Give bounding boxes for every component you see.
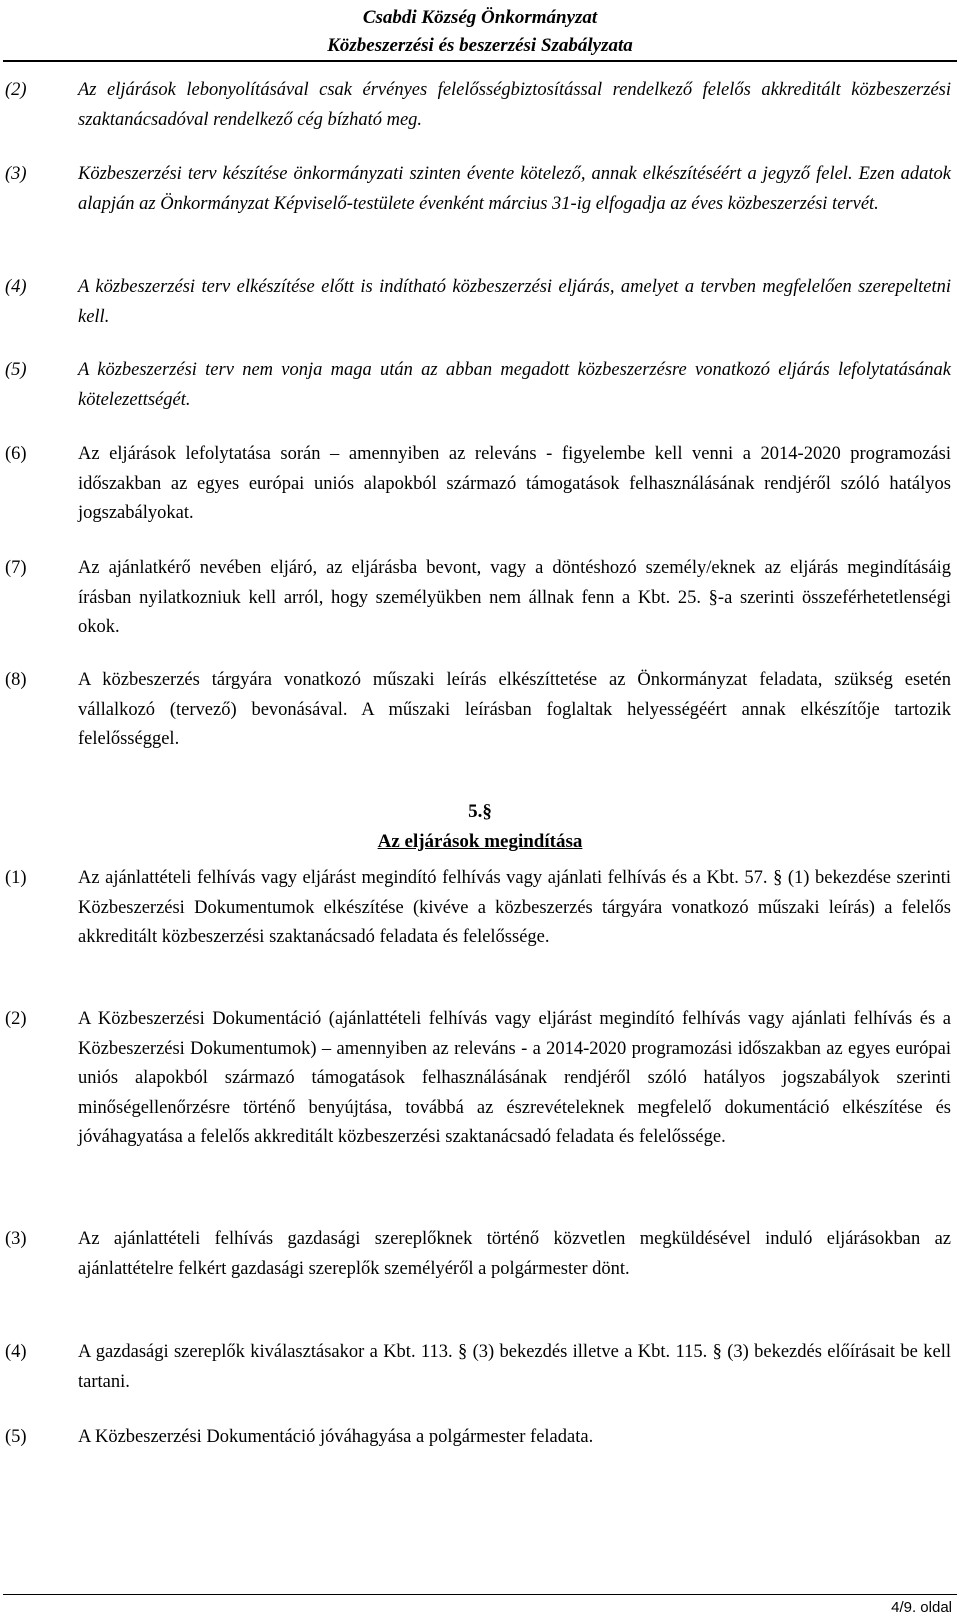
paragraph-number: (5) bbox=[5, 1427, 27, 1447]
paragraph-number: (3) bbox=[5, 1229, 27, 1249]
paragraph-number: (4) bbox=[5, 277, 27, 297]
paragraph-text: Az eljárások lebonyolításával csak érvényes felelősségbiztosítással rendelkező felelős akkreditált közbeszerzési szaktanácsadóval rendelkező cég bízható meg. bbox=[78, 80, 951, 130]
paragraph-text: A közbeszerzési terv elkészítése előtt is indítható közbeszerzési eljárás, amelyet a tervben megfelelően szerepeltetni kell. bbox=[78, 277, 951, 327]
paragraph-a6 bbox=[0, 440, 960, 529]
footer-rule bbox=[3, 1594, 957, 1595]
paragraph-b2 bbox=[0, 1005, 960, 1153]
header-document-title: Közbeszerzési és beszerzési Szabályzata bbox=[327, 35, 633, 56]
paragraph-number: (2) bbox=[5, 1009, 27, 1029]
paragraph-text: Az ajánlatkérő nevében eljáró, az eljárásba bevont, vagy a döntéshozó személy/eknek az eljárás megindításáig írásban nyilatkozniuk kell arról, hogy személyükben nem állnak fenn a Kbt. 25. §-a szerinti összeférhetetlenségi okok. bbox=[78, 558, 951, 637]
paragraph-number: (3) bbox=[5, 164, 27, 184]
paragraph-number: (4) bbox=[5, 1342, 27, 1362]
paragraph-number: (1) bbox=[5, 868, 27, 888]
page-number: 4/9. oldal bbox=[891, 1599, 952, 1616]
paragraph-a2 bbox=[0, 76, 960, 135]
paragraph-text: A Közbeszerzési Dokumentáció jóváhagyása a polgármester feladata. bbox=[78, 1427, 594, 1447]
paragraph-number: (7) bbox=[5, 558, 27, 578]
paragraph-text: A közbeszerzés tárgyára vonatkozó műszaki leírás elkészíttetése az Önkormányzat feladata, szükség esetén vállalkozó (tervező) bevonásával. A műszaki leírásban foglaltak helyességéért annak elkészítője tartozik felelősséggel. bbox=[78, 670, 951, 749]
paragraph-number: (6) bbox=[5, 444, 27, 464]
paragraph-text: Az ajánlattételi felhívás vagy eljárást megindító felhívás vagy ajánlati felhívás és a Kbt. 57. § (1) bekezdése szerinti Közbeszerzési Dokumentumok elkészítése (kivéve a közbeszerzés tárgyára vonatkozó műszaki leírás) a felelős akkreditált közbeszerzési szaktanácsadó feladata és felelőssége. bbox=[78, 868, 951, 947]
section-title-text: Az eljárások megindítása bbox=[377, 831, 583, 852]
header-municipality: Csabdi Község Önkormányzat bbox=[362, 7, 598, 28]
paragraph-text: A gazdasági szereplők kiválasztásakor a Kbt. 113. § (3) bekezdés illetve a Kbt. 115. § (3) bekezdés előírásait be kell tartani. bbox=[78, 1342, 951, 1392]
paragraph-number: (5) bbox=[5, 360, 27, 380]
paragraph-b1 bbox=[0, 864, 960, 953]
paragraph-b4 bbox=[0, 1338, 960, 1397]
section-title bbox=[0, 828, 960, 856]
paragraph-a7 bbox=[0, 554, 960, 643]
paragraph-number: (2) bbox=[5, 80, 27, 100]
page-header bbox=[0, 4, 960, 60]
paragraph-a4 bbox=[0, 273, 960, 332]
paragraph-text: Az ajánlattételi felhívás gazdasági szereplőknek történő közvetlen megküldésével induló eljárásokban az ajánlattételre felkért gazdasági szereplők személyéről a polgármester dönt. bbox=[78, 1229, 951, 1279]
paragraph-text: Közbeszerzési terv készítése önkormányzati szinten évente kötelező, annak elkészítéséért a jegyző felel. Ezen adatok alapján az Önkormányzat Képviselő-testülete évenként március 31-ig elfogadja az éves közbeszerzési tervét. bbox=[78, 164, 951, 214]
paragraph-text: Az eljárások lefolytatása során – amennyiben az releváns - figyelembe kell venni a 2014-2020 programozási időszakban az egyes európai uniós alapokból származó támogatások felhasználásának rendjéről szóló hatályos jogszabályokat. bbox=[78, 444, 951, 523]
paragraph-a3 bbox=[0, 160, 960, 219]
header-rule bbox=[3, 60, 957, 62]
paragraph-text: A közbeszerzési terv nem vonja maga után az abban megadott közbeszerzésre vonatkozó eljárás lefolytatásának kötelezettségét. bbox=[78, 360, 951, 410]
paragraph-b5 bbox=[0, 1423, 960, 1453]
paragraph-text: A Közbeszerzési Dokumentáció (ajánlattételi felhívás vagy eljárást megindító felhívás vagy ajánlati felhívás és a Közbeszerzési Dokumentumok) – amennyiben az releváns - a 2014-2020 programozási időszakban az egyes európai uniós alapokból származó támogatások felhasználásának rendjéről szóló hatályos jogszabályok szerinti minőségellenőrzésre történő benyújtása, továbbá az észrevételeknek megfelelő dokumentáció elkészítése és jóváhagyatása a felelős akkreditált közbeszerzési szaktanácsadó feladata és felelőssége. bbox=[78, 1009, 951, 1147]
paragraph-a5 bbox=[0, 356, 960, 415]
section-number: 5.§ bbox=[468, 801, 492, 822]
paragraph-b3 bbox=[0, 1225, 960, 1284]
paragraph-number: (8) bbox=[5, 670, 27, 690]
paragraph-a8 bbox=[0, 666, 960, 755]
